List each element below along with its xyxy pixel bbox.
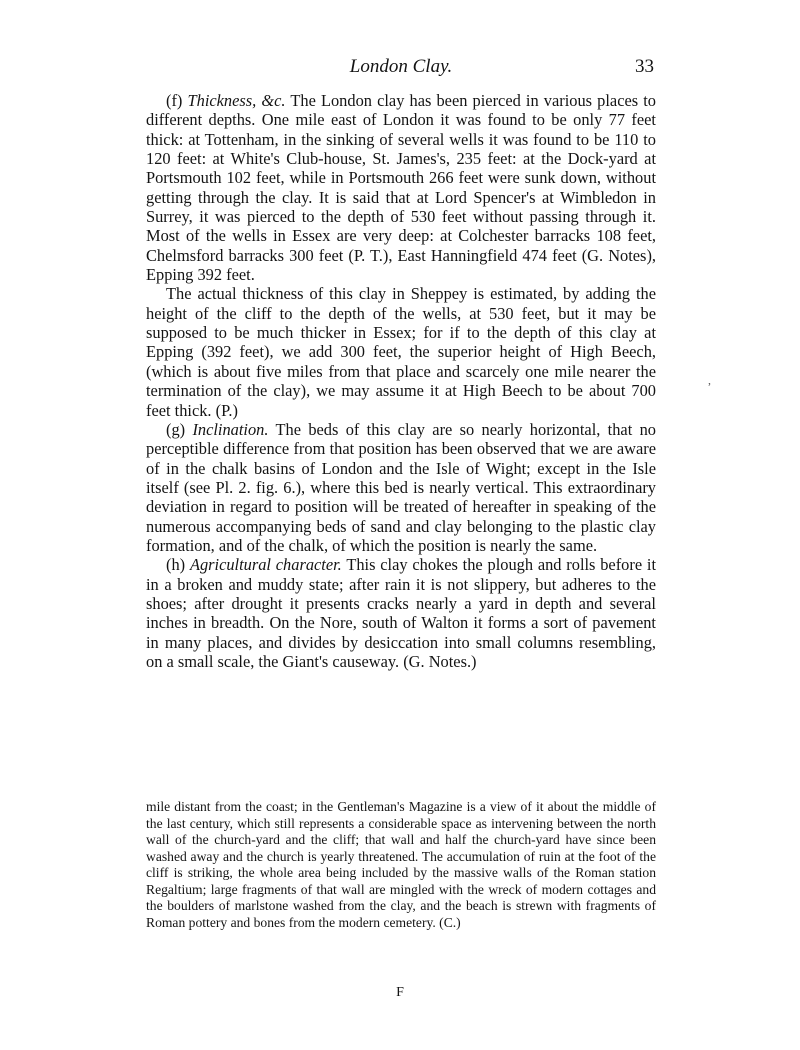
paragraph-text: The actual thickness of this clay in Sheppey is estimated, by adding the height of the cliff to the depth of the wells, at 530 feet, but it may be supposed to be much thicker in Essex; for if to the depth of this clay at Epping (392 feet), we add 300 feet, the superior height of High Beech, (which is about five miles from that place and scarcely one mile nearer the termination of the clay), we may assume it at High Beech to be about 700 feet thick. (P.) xyxy=(146,284,656,420)
margin-mark: , xyxy=(708,373,711,387)
section-label: (g) xyxy=(166,419,186,439)
section-heading: Agricultural character. xyxy=(189,555,342,575)
section-label: (f) xyxy=(166,91,183,110)
running-head xyxy=(146,56,656,86)
page-number: 33 xyxy=(635,56,654,77)
paragraph-thickness xyxy=(146,91,656,284)
main-text xyxy=(146,91,656,671)
section-heading: Inclination. xyxy=(192,419,269,439)
paragraph-sheppey xyxy=(146,284,656,419)
section-label: (h) xyxy=(166,555,186,575)
paragraph-agricultural xyxy=(146,555,656,671)
footnote-text: mile distant from the coast; in the Gentleman's Magazine is a view of it about the middle of the last century, which still represents a considerable space as intervening between the north wall of the church-yard and the cliff; that wall and half the church-yard have since been washed away and the church is yearly threatened. The accumulation of ruin at the foot of the cliff is striking, the whole area being included by the massive walls of the Roman station Regaltium; large fragments of that wall are mingled with the wreck of modern cottages and the boulders of marlstone washed from the clay, and the beach is strewn with fragments of Roman pottery and bones from the modern cemetery. (C.) xyxy=(146,799,656,930)
footnote xyxy=(146,799,656,931)
signature-mark: F xyxy=(396,985,404,1000)
paragraph-text: The London clay has been pierced in various places to different depths. One mile east of London it was found to be only 77 feet thick: at Tottenham, in the sinking of several wells it was found to be 110 to 120 feet: at White's Club-house, St. James's, 235 feet: at the Dock-yard at Portsmouth 102 feet, while in Portsmouth 266 feet were sunk down, without getting through the clay. It is said that at Lord Spencer's at Wimbledon in Surrey, it was pierced to the depth of 530 feet without passing through it. Most of the wells in Essex are very deep: at Colchester barracks 108 feet, Chelmsford barracks 300 feet (P. T.), East Hanningfield 474 feet (G. Notes), Epping 392 feet. xyxy=(146,91,656,285)
paragraph-text: This clay chokes the plough and rolls before it in a broken and muddy state; after rain it is not slippery, but adheres to the shoes; after drought it presents cracks nearly a yard in depth and several inches in breadth. On the Nore, south of Walton it forms a sort of pavement in many places, and divides by desiccation into small columns resembling, on a small scale, the Giant's causeway. (G. Notes.) xyxy=(146,555,657,671)
running-title: London Clay. xyxy=(349,56,453,77)
paragraph-inclination xyxy=(146,420,656,555)
paragraph-text: The beds of this clay are so nearly horizontal, that no perceptible difference from that position has been observed that we are aware of in the chalk basins of London and the Isle of Wight; except in the Isle itself (see Pl. 2. fig. 6.), where this bed is nearly vertical. This extraordinary deviation in regard to position will be treated of hereafter in speaking of the numerous accompanying beds of sand and clay belonging to the plastic clay formation, and of the chalk, of which the position is nearly the same. xyxy=(146,419,656,555)
section-heading: Thickness, &c. xyxy=(187,91,286,110)
